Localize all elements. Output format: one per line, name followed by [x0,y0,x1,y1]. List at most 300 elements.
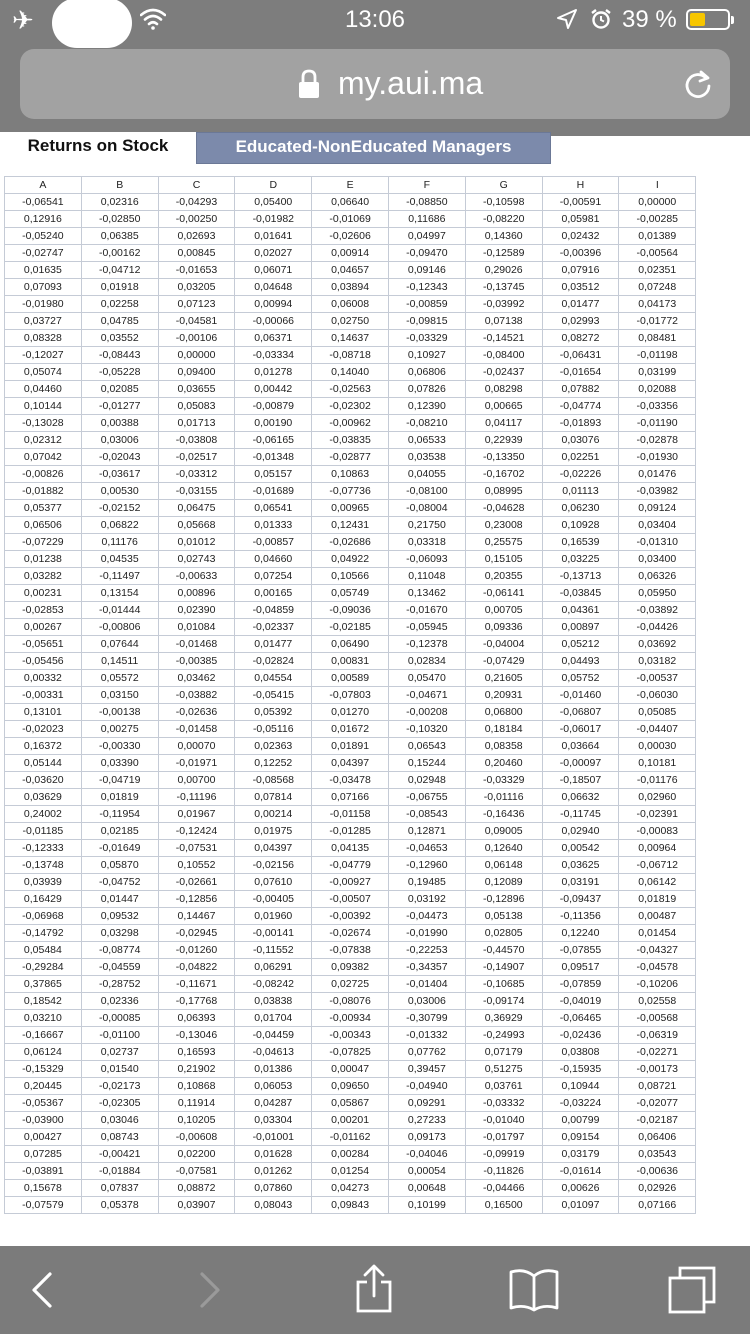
table-cell[interactable]: -0,10685 [465,976,542,993]
table-cell[interactable]: 0,02316 [81,194,158,211]
table-cell[interactable]: 0,01012 [158,534,235,551]
table-cell[interactable]: -0,11671 [158,976,235,993]
table-cell[interactable]: 0,00542 [542,840,619,857]
table-cell[interactable]: -0,06093 [388,551,465,568]
table-cell[interactable]: 0,13154 [81,585,158,602]
table-cell[interactable]: -0,13046 [158,1027,235,1044]
table-cell[interactable]: 0,03761 [465,1078,542,1095]
table-cell[interactable]: -0,13028 [5,415,82,432]
table-cell[interactable]: -0,02563 [312,381,389,398]
table-cell[interactable]: 0,05400 [235,194,312,211]
table-cell[interactable]: 0,04648 [235,279,312,296]
table-cell[interactable]: -0,28752 [81,976,158,993]
table-cell[interactable]: 0,36929 [465,1010,542,1027]
table-cell[interactable]: -0,03808 [158,432,235,449]
table-cell[interactable]: 0,05074 [5,364,82,381]
table-cell[interactable]: -0,07531 [158,840,235,857]
table-cell[interactable]: -0,02173 [81,1078,158,1095]
table-cell[interactable]: -0,00633 [158,568,235,585]
table-cell[interactable]: -0,02152 [81,500,158,517]
table-cell[interactable]: -0,01882 [5,483,82,500]
table-cell[interactable]: -0,01980 [5,296,82,313]
table-cell[interactable]: 0,00000 [158,347,235,364]
table-cell[interactable]: 0,01454 [619,925,696,942]
table-cell[interactable]: 0,06071 [235,262,312,279]
table-cell[interactable]: 0,08743 [81,1129,158,1146]
table-cell[interactable]: 0,03838 [235,993,312,1010]
table-cell[interactable]: -0,01772 [619,313,696,330]
table-cell[interactable]: 0,02940 [542,823,619,840]
table-cell[interactable]: -0,02606 [312,228,389,245]
table-cell[interactable]: -0,01069 [312,211,389,228]
table-cell[interactable]: 0,03727 [5,313,82,330]
table-cell[interactable]: -0,03882 [158,687,235,704]
table-cell[interactable]: 0,00275 [81,721,158,738]
table-cell[interactable]: -0,05415 [235,687,312,704]
table-cell[interactable]: 0,07837 [81,1180,158,1197]
table-cell[interactable]: -0,02185 [312,619,389,636]
table-cell[interactable]: -0,12960 [388,857,465,874]
table-cell[interactable]: -0,04628 [465,500,542,517]
table-cell[interactable]: -0,04293 [158,194,235,211]
table-cell[interactable]: -0,05651 [5,636,82,653]
share-button[interactable] [348,1264,400,1316]
table-cell[interactable]: 0,08043 [235,1197,312,1214]
table-cell[interactable]: 0,01713 [158,415,235,432]
table-cell[interactable]: 0,15678 [5,1180,82,1197]
column-header-a[interactable]: A [5,177,82,194]
table-cell[interactable]: -0,00173 [619,1061,696,1078]
table-cell[interactable]: -0,04719 [81,772,158,789]
table-cell[interactable]: 0,01540 [81,1061,158,1078]
table-cell[interactable]: -0,08543 [388,806,465,823]
table-cell[interactable]: -0,02043 [81,449,158,466]
table-cell[interactable]: -0,00331 [5,687,82,704]
table-cell[interactable]: -0,03835 [312,432,389,449]
table-cell[interactable]: 0,01628 [235,1146,312,1163]
table-cell[interactable]: 0,02834 [388,653,465,670]
table-cell[interactable]: -0,08220 [465,211,542,228]
table-cell[interactable]: -0,03845 [542,585,619,602]
table-cell[interactable]: 0,01447 [81,891,158,908]
table-cell[interactable]: 0,01476 [619,466,696,483]
table-cell[interactable]: 0,02351 [619,262,696,279]
table-cell[interactable]: -0,04752 [81,874,158,891]
table-cell[interactable]: 0,02185 [81,823,158,840]
table-cell[interactable]: -0,09919 [465,1146,542,1163]
table-cell[interactable]: -0,04940 [388,1078,465,1095]
table-cell[interactable]: -0,00106 [158,330,235,347]
table-cell[interactable]: 0,07826 [388,381,465,398]
table-cell[interactable]: -0,03891 [5,1163,82,1180]
table-cell[interactable]: 0,00442 [235,381,312,398]
table-cell[interactable]: 0,04273 [312,1180,389,1197]
table-cell[interactable]: -0,02824 [235,653,312,670]
table-cell[interactable]: -0,18507 [542,772,619,789]
table-cell[interactable]: 0,00994 [235,296,312,313]
table-cell[interactable]: 0,06806 [388,364,465,381]
table-cell[interactable]: -0,14521 [465,330,542,347]
table-cell[interactable]: -0,06541 [5,194,82,211]
tab-educated-noneducated-managers[interactable]: Educated-NonEducated Managers [196,132,551,164]
table-cell[interactable]: 0,09400 [158,364,235,381]
table-cell[interactable]: 0,07166 [312,789,389,806]
table-cell[interactable]: -0,03332 [465,1095,542,1112]
table-cell[interactable]: -0,01468 [158,636,235,653]
table-cell[interactable]: 0,00047 [312,1061,389,1078]
table-cell[interactable]: -0,04712 [81,262,158,279]
table-cell[interactable]: -0,01285 [312,823,389,840]
table-cell[interactable]: -0,06431 [542,347,619,364]
table-cell[interactable]: -0,08850 [388,194,465,211]
table-cell[interactable]: -0,08242 [235,976,312,993]
table-cell[interactable]: -0,08004 [388,500,465,517]
table-cell[interactable]: -0,01404 [388,976,465,993]
tabs-button[interactable] [666,1264,718,1316]
table-cell[interactable]: -0,04426 [619,619,696,636]
table-cell[interactable]: -0,00343 [312,1027,389,1044]
table-cell[interactable]: 0,06326 [619,568,696,585]
table-cell[interactable]: -0,05945 [388,619,465,636]
table-cell[interactable]: -0,00405 [235,891,312,908]
table-cell[interactable]: 0,03692 [619,636,696,653]
table-cell[interactable]: -0,04578 [619,959,696,976]
table-cell[interactable]: 0,51275 [465,1061,542,1078]
table-cell[interactable]: 0,08298 [465,381,542,398]
table-cell[interactable]: -0,00085 [81,1010,158,1027]
table-cell[interactable]: 0,03629 [5,789,82,806]
table-cell[interactable]: 0,01477 [235,636,312,653]
table-cell[interactable]: 0,05085 [619,704,696,721]
table-cell[interactable]: 0,12390 [388,398,465,415]
table-cell[interactable]: 0,01975 [235,823,312,840]
table-cell[interactable]: -0,06017 [542,721,619,738]
table-cell[interactable]: -0,07838 [312,942,389,959]
table-cell[interactable]: -0,13350 [465,449,542,466]
table-cell[interactable]: -0,00636 [619,1163,696,1180]
table-cell[interactable]: 0,05392 [235,704,312,721]
table-cell[interactable]: 0,09843 [312,1197,389,1214]
table-cell[interactable]: 0,00190 [235,415,312,432]
table-cell[interactable]: -0,04671 [388,687,465,704]
table-cell[interactable]: 0,00201 [312,1112,389,1129]
table-cell[interactable]: 0,02432 [542,228,619,245]
table-cell[interactable]: 0,07166 [619,1197,696,1214]
table-cell[interactable]: 0,07179 [465,1044,542,1061]
table-cell[interactable]: 0,14637 [312,330,389,347]
table-cell[interactable]: -0,07229 [5,534,82,551]
table-cell[interactable]: -0,01797 [465,1129,542,1146]
table-cell[interactable]: -0,12027 [5,347,82,364]
table-cell[interactable]: -0,08443 [81,347,158,364]
table-cell[interactable]: 0,03199 [619,364,696,381]
table-cell[interactable]: 0,09532 [81,908,158,925]
table-cell[interactable]: 0,02743 [158,551,235,568]
table-cell[interactable]: 0,09124 [619,500,696,517]
table-cell[interactable]: 0,11686 [388,211,465,228]
table-cell[interactable]: 0,00964 [619,840,696,857]
table-cell[interactable]: 0,12240 [542,925,619,942]
table-cell[interactable]: -0,02437 [465,364,542,381]
table-cell[interactable]: -0,04559 [81,959,158,976]
table-cell[interactable]: 0,04997 [388,228,465,245]
table-cell[interactable]: 0,01960 [235,908,312,925]
table-cell[interactable]: -0,12424 [158,823,235,840]
table-cell[interactable]: 0,07042 [5,449,82,466]
table-cell[interactable]: 0,12640 [465,840,542,857]
table-cell[interactable]: 0,03390 [81,755,158,772]
table-cell[interactable]: -0,10206 [619,976,696,993]
table-cell[interactable]: 0,08995 [465,483,542,500]
table-cell[interactable]: -0,03329 [388,330,465,347]
table-cell[interactable]: -0,03329 [465,772,542,789]
table-cell[interactable]: -0,07859 [542,976,619,993]
table-cell[interactable]: 0,03538 [388,449,465,466]
table-cell[interactable]: -0,00421 [81,1146,158,1163]
table-cell[interactable]: -0,04774 [542,398,619,415]
table-cell[interactable]: 0,10928 [542,517,619,534]
table-cell[interactable]: -0,06807 [542,704,619,721]
table-cell[interactable]: -0,01185 [5,823,82,840]
table-cell[interactable]: 0,09382 [312,959,389,976]
table-cell[interactable]: 0,02948 [388,772,465,789]
table-cell[interactable]: 0,07610 [235,874,312,891]
table-cell[interactable]: -0,01971 [158,755,235,772]
table-cell[interactable]: -0,01176 [619,772,696,789]
table-cell[interactable]: 0,04173 [619,296,696,313]
table-cell[interactable]: -0,06465 [542,1010,619,1027]
table-cell[interactable]: -0,05456 [5,653,82,670]
table-cell[interactable]: 0,23008 [465,517,542,534]
table-cell[interactable]: 0,07248 [619,279,696,296]
table-cell[interactable]: 0,27233 [388,1112,465,1129]
table-cell[interactable]: 0,02363 [235,738,312,755]
table-cell[interactable]: -0,05367 [5,1095,82,1112]
table-cell[interactable]: 0,00000 [619,194,696,211]
table-cell[interactable]: 0,16500 [465,1197,542,1214]
table-cell[interactable]: 0,05749 [312,585,389,602]
table-cell[interactable]: -0,04466 [465,1180,542,1197]
table-cell[interactable]: 0,03404 [619,517,696,534]
table-cell[interactable]: -0,34357 [388,959,465,976]
table-cell[interactable]: -0,00826 [5,466,82,483]
table-cell[interactable]: 0,21902 [158,1061,235,1078]
table-cell[interactable]: 0,09154 [542,1129,619,1146]
table-cell[interactable]: 0,06800 [465,704,542,721]
table-cell[interactable]: -0,02686 [312,534,389,551]
table-cell[interactable]: 0,08721 [619,1078,696,1095]
table-cell[interactable]: 0,02750 [312,313,389,330]
table-cell[interactable]: 0,00626 [542,1180,619,1197]
table-cell[interactable]: 0,20355 [465,568,542,585]
table-cell[interactable]: -0,06141 [465,585,542,602]
table-cell[interactable]: -0,00927 [312,874,389,891]
table-cell[interactable]: 0,00284 [312,1146,389,1163]
table-cell[interactable]: -0,12896 [465,891,542,908]
table-cell[interactable]: 0,04535 [81,551,158,568]
table-cell[interactable]: -0,00392 [312,908,389,925]
table-cell[interactable]: 0,04493 [542,653,619,670]
table-cell[interactable]: 0,02737 [81,1044,158,1061]
table-cell[interactable]: -0,02391 [619,806,696,823]
table-cell[interactable]: 0,04785 [81,313,158,330]
table-cell[interactable]: -0,07803 [312,687,389,704]
table-cell[interactable]: 0,00070 [158,738,235,755]
table-cell[interactable]: 0,03462 [158,670,235,687]
url-text[interactable]: my.aui.ma [338,65,484,101]
table-cell[interactable]: -0,03620 [5,772,82,789]
table-cell[interactable]: 0,29026 [465,262,542,279]
table-cell[interactable]: -0,01100 [81,1027,158,1044]
table-cell[interactable]: 0,02558 [619,993,696,1010]
table-cell[interactable]: -0,01001 [235,1129,312,1146]
table-cell[interactable]: 0,02390 [158,602,235,619]
table-cell[interactable]: 0,06640 [312,194,389,211]
table-cell[interactable]: 0,16372 [5,738,82,755]
table-cell[interactable]: -0,09174 [465,993,542,1010]
table-cell[interactable]: 0,03298 [81,925,158,942]
table-cell[interactable]: 0,02085 [81,381,158,398]
table-cell[interactable]: -0,02187 [619,1112,696,1129]
table-cell[interactable]: -0,08774 [81,942,158,959]
table-cell[interactable]: 0,01262 [235,1163,312,1180]
table-cell[interactable]: -0,00250 [158,211,235,228]
table-cell[interactable]: 0,00914 [312,245,389,262]
table-cell[interactable]: 0,16429 [5,891,82,908]
table-cell[interactable]: 0,06506 [5,517,82,534]
table-cell[interactable]: 0,10863 [312,466,389,483]
table-cell[interactable]: 0,01254 [312,1163,389,1180]
table-cell[interactable]: -0,04004 [465,636,542,653]
table-cell[interactable]: 0,09291 [388,1095,465,1112]
table-cell[interactable]: -0,01982 [235,211,312,228]
table-cell[interactable]: 0,02027 [235,245,312,262]
table-cell[interactable]: -0,13748 [5,857,82,874]
table-cell[interactable]: 0,01097 [542,1197,619,1214]
table-cell[interactable]: 0,12916 [5,211,82,228]
table-cell[interactable]: 0,05470 [388,670,465,687]
table-cell[interactable]: 0,01278 [235,364,312,381]
table-cell[interactable]: -0,00879 [235,398,312,415]
table-cell[interactable]: 0,16539 [542,534,619,551]
table-cell[interactable]: 0,04397 [235,840,312,857]
table-cell[interactable]: -0,00138 [81,704,158,721]
table-cell[interactable]: 0,02336 [81,993,158,1010]
table-cell[interactable]: -0,13713 [542,568,619,585]
table-cell[interactable]: 0,03179 [542,1146,619,1163]
table-cell[interactable]: 0,00965 [312,500,389,517]
table-cell[interactable]: -0,01158 [312,806,389,823]
table-cell[interactable]: 0,03282 [5,568,82,585]
table-cell[interactable]: 0,10566 [312,568,389,585]
table-cell[interactable]: -0,01654 [542,364,619,381]
table-cell[interactable]: -0,12333 [5,840,82,857]
table-cell[interactable]: -0,06712 [619,857,696,874]
table-cell[interactable]: 0,01704 [235,1010,312,1027]
table-cell[interactable]: -0,24993 [465,1027,542,1044]
table-cell[interactable]: -0,07855 [542,942,619,959]
table-cell[interactable]: -0,01930 [619,449,696,466]
bookmarks-button[interactable] [508,1264,560,1316]
table-cell[interactable]: 0,06371 [235,330,312,347]
table-cell[interactable]: -0,02436 [542,1027,619,1044]
table-cell[interactable]: 0,01967 [158,806,235,823]
table-cell[interactable]: 0,09336 [465,619,542,636]
table-cell[interactable]: -0,04779 [312,857,389,874]
table-cell[interactable]: 0,01477 [542,296,619,313]
table-cell[interactable]: 0,03006 [388,993,465,1010]
table-cell[interactable]: 0,03046 [81,1112,158,1129]
table-cell[interactable]: 0,03318 [388,534,465,551]
table-cell[interactable]: -0,05228 [81,364,158,381]
table-cell[interactable]: 0,01672 [312,721,389,738]
back-button[interactable] [16,1264,68,1316]
column-header-c[interactable]: C [158,177,235,194]
table-cell[interactable]: 0,19485 [388,874,465,891]
table-cell[interactable]: 0,04287 [235,1095,312,1112]
table-cell[interactable]: -0,03334 [235,347,312,364]
table-cell[interactable]: -0,03982 [619,483,696,500]
table-cell[interactable]: 0,03625 [542,857,619,874]
table-cell[interactable]: 0,00030 [619,738,696,755]
table-cell[interactable]: 0,02088 [619,381,696,398]
table-cell[interactable]: 0,04922 [312,551,389,568]
table-cell[interactable]: -0,44570 [465,942,542,959]
table-cell[interactable]: 0,00700 [158,772,235,789]
table-cell[interactable]: 0,02993 [542,313,619,330]
table-cell[interactable]: -0,08100 [388,483,465,500]
table-cell[interactable]: -0,00962 [312,415,389,432]
table-cell[interactable]: -0,11356 [542,908,619,925]
table-cell[interactable]: 0,08272 [542,330,619,347]
table-cell[interactable]: 0,01386 [235,1061,312,1078]
table-cell[interactable]: 0,16593 [158,1044,235,1061]
table-cell[interactable]: 0,05981 [542,211,619,228]
table-cell[interactable]: -0,14792 [5,925,82,942]
table-cell[interactable]: 0,12252 [235,755,312,772]
table-cell[interactable]: -0,09036 [312,602,389,619]
table-cell[interactable]: 0,10181 [619,755,696,772]
table-cell[interactable]: 0,00589 [312,670,389,687]
table-cell[interactable]: -0,01162 [312,1129,389,1146]
table-cell[interactable]: 0,01819 [81,789,158,806]
table-cell[interactable]: 0,07916 [542,262,619,279]
table-cell[interactable]: 0,00487 [619,908,696,925]
table-cell[interactable]: 0,09146 [388,262,465,279]
table-cell[interactable]: 0,20931 [465,687,542,704]
table-cell[interactable]: 0,25575 [465,534,542,551]
table-cell[interactable]: 0,14360 [465,228,542,245]
table-cell[interactable]: -0,01653 [158,262,235,279]
table-cell[interactable]: 0,05572 [81,670,158,687]
table-cell[interactable]: -0,02302 [312,398,389,415]
table-cell[interactable]: 0,05144 [5,755,82,772]
table-cell[interactable]: 0,02312 [5,432,82,449]
table-cell[interactable]: 0,04554 [235,670,312,687]
table-cell[interactable]: 0,06533 [388,432,465,449]
table-cell[interactable]: -0,12589 [465,245,542,262]
table-cell[interactable]: 0,04135 [312,840,389,857]
table-cell[interactable]: 0,07644 [81,636,158,653]
table-cell[interactable]: 0,00388 [81,415,158,432]
table-cell[interactable]: 0,12431 [312,517,389,534]
table-cell[interactable]: -0,08718 [312,347,389,364]
table-cell[interactable]: 0,03006 [81,432,158,449]
table-cell[interactable]: 0,00427 [5,1129,82,1146]
table-cell[interactable]: -0,16436 [465,806,542,823]
table-cell[interactable]: 0,06543 [388,738,465,755]
table-cell[interactable]: -0,02853 [5,602,82,619]
